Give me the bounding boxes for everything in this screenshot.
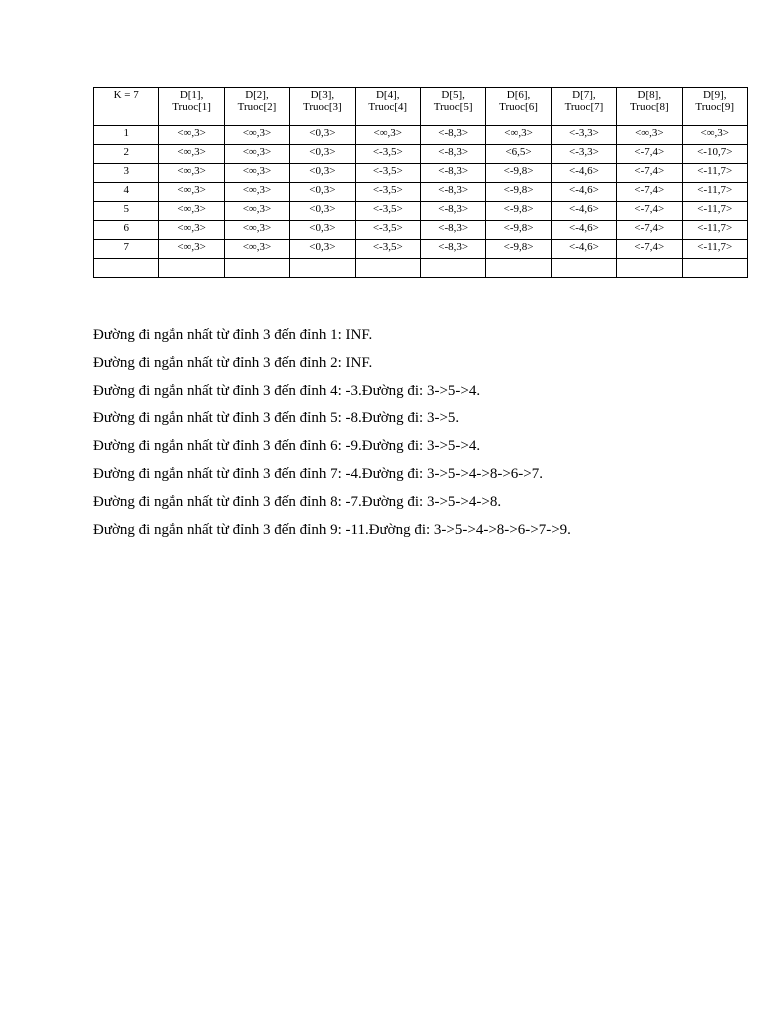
distance-pred-cell: <-10,7> — [682, 145, 747, 164]
header-cell-d1 — [159, 88, 224, 126]
distance-pred-cell: <∞,3> — [224, 164, 289, 183]
table-header-row — [94, 88, 748, 126]
distance-pred-cell: <∞,3> — [617, 126, 682, 145]
distance-pred-cell: <-11,7> — [682, 202, 747, 221]
path-line: Đường đi ngắn nhất từ đỉnh 3 đến đỉnh 7: -4.Đường đi: 3->5->4->8->6->7. — [93, 465, 543, 482]
distance-table — [93, 87, 748, 278]
distance-pred-cell: <∞,3> — [224, 221, 289, 240]
header-line-1: K = 7 — [113, 89, 139, 101]
header-line-1: D[4], — [375, 89, 400, 101]
header-line-1: D[5], — [441, 89, 465, 101]
distance-pred-cell: <-8,3> — [420, 240, 485, 259]
header-line-2: Truoc[9] — [695, 101, 735, 113]
path-line: Đường đi ngắn nhất từ đỉnh 3 đến đỉnh 1: INF. — [93, 327, 373, 343]
table-row — [94, 183, 748, 202]
distance-pred-cell: <-3,3> — [551, 145, 616, 164]
distance-pred-cell: <-8,3> — [420, 221, 485, 240]
header-line-2: Truoc[8] — [629, 101, 669, 113]
distance-pred-cell: <-3,5> — [355, 145, 420, 164]
distance-pred-cell: <-9,8> — [486, 164, 551, 183]
header-line-1: D[7], — [572, 89, 596, 101]
distance-pred-cell: <∞,3> — [159, 164, 224, 183]
distance-pred-cell: <-8,3> — [420, 126, 485, 145]
path-line: Đường đi ngắn nhất từ đỉnh 3 đến đỉnh 9: -11.Đường đi: 3->5->4->8->6->7->9. — [93, 521, 571, 538]
distance-pred-cell: <∞,3> — [159, 126, 224, 145]
distance-pred-cell: <-8,3> — [420, 145, 485, 164]
iteration-cell: 1 — [94, 126, 159, 145]
header-line-2: Truoc[2] — [237, 101, 277, 113]
iteration-cell: 5 — [94, 202, 159, 221]
distance-pred-cell: <-7,4> — [617, 145, 682, 164]
distance-pred-cell: <-7,4> — [617, 240, 682, 259]
table-row — [94, 240, 748, 259]
distance-pred-cell: <-7,4> — [617, 164, 682, 183]
path-line: Đường đi ngắn nhất từ đỉnh 3 đến đỉnh 8: -7.Đường đi: 3->5->4->8. — [93, 493, 502, 510]
table-row — [94, 164, 748, 183]
header-line-2: Truoc[4] — [368, 101, 408, 113]
empty-cell — [486, 259, 551, 278]
table-row — [94, 145, 748, 164]
distance-pred-cell: <-9,8> — [486, 240, 551, 259]
header-line-1: D[8], — [637, 89, 662, 101]
empty-cell — [420, 259, 485, 278]
distance-pred-cell: <-8,3> — [420, 183, 485, 202]
path-line: Đường đi ngắn nhất từ đỉnh 3 đến đỉnh 6: -9.Đường đi: 3->5->4. — [93, 438, 481, 455]
distance-pred-cell: <-7,4> — [617, 221, 682, 240]
distance-pred-cell: <0,3> — [290, 183, 355, 202]
distance-pred-cell: <-8,3> — [420, 164, 485, 183]
distance-pred-cell: <-4,6> — [551, 202, 616, 221]
iteration-cell: 6 — [94, 221, 159, 240]
path-line: Đường đi ngắn nhất từ đỉnh 3 đến đỉnh 2: INF. — [93, 354, 373, 371]
distance-pred-cell: <∞,3> — [355, 126, 420, 145]
empty-cell — [682, 259, 747, 278]
table-row — [94, 221, 748, 240]
distance-pred-cell: <-8,3> — [420, 202, 485, 221]
distance-pred-cell: <-4,6> — [551, 164, 616, 183]
header-cell-d8 — [617, 88, 682, 126]
header-line-2: Truoc[3] — [303, 101, 342, 113]
shortest-path-list — [93, 322, 753, 544]
distance-pred-cell: <-3,3> — [551, 126, 616, 145]
distance-pred-cell: <0,3> — [290, 240, 355, 259]
header-cell-d9 — [682, 88, 747, 126]
distance-pred-cell: <0,3> — [290, 145, 355, 164]
header-line-1: D[2], — [245, 89, 269, 101]
distance-pred-cell: <-4,6> — [551, 240, 616, 259]
distance-pred-cell: <-3,5> — [355, 240, 420, 259]
table-row — [94, 202, 748, 221]
distance-pred-cell: <∞,3> — [159, 145, 224, 164]
distance-pred-cell: <-11,7> — [682, 240, 747, 259]
distance-pred-cell: <-11,7> — [682, 183, 747, 202]
header-cell-d3 — [290, 88, 355, 126]
distance-pred-cell: <0,3> — [290, 221, 355, 240]
distance-pred-cell: <-4,6> — [551, 221, 616, 240]
distance-pred-cell: <∞,3> — [224, 145, 289, 164]
header-cell-d2 — [224, 88, 289, 126]
header-cell-k — [94, 88, 159, 126]
iteration-cell: 3 — [94, 164, 159, 183]
header-line-2: Truoc[6] — [499, 101, 538, 113]
empty-table-row — [94, 259, 748, 278]
header-cell-d4 — [355, 88, 420, 126]
empty-cell — [94, 259, 159, 278]
empty-cell — [617, 259, 682, 278]
distance-pred-cell: <-9,8> — [486, 183, 551, 202]
distance-pred-cell: <∞,3> — [224, 183, 289, 202]
distance-pred-cell: <6,5> — [486, 145, 551, 164]
distance-pred-cell: <∞,3> — [682, 126, 747, 145]
path-line: Đường đi ngắn nhất từ đỉnh 3 đến đỉnh 5: -8.Đường đi: 3->5. — [93, 410, 460, 427]
iteration-cell: 7 — [94, 240, 159, 259]
header-line-1: D[6], — [506, 89, 531, 101]
distance-pred-cell: <∞,3> — [159, 183, 224, 202]
empty-cell — [551, 259, 616, 278]
distance-pred-cell: <-7,4> — [617, 183, 682, 202]
distance-pred-cell: <-3,5> — [355, 183, 420, 202]
distance-pred-cell: <-4,6> — [551, 183, 616, 202]
header-line-1: D[1], — [179, 89, 204, 101]
distance-pred-cell: <0,3> — [290, 126, 355, 145]
header-line-1: D[9], — [702, 89, 727, 101]
distance-pred-cell: <∞,3> — [224, 126, 289, 145]
distance-pred-cell: <∞,3> — [159, 202, 224, 221]
distance-pred-cell: <0,3> — [290, 164, 355, 183]
header-cell-d5 — [420, 88, 485, 126]
distance-pred-cell: <∞,3> — [159, 240, 224, 259]
header-cell-d6 — [486, 88, 551, 126]
empty-cell — [224, 259, 289, 278]
header-cell-d7 — [551, 88, 616, 126]
distance-pred-cell: <-9,8> — [486, 202, 551, 221]
distance-pred-cell: <∞,3> — [159, 221, 224, 240]
header-line-2: Truoc[5] — [433, 101, 473, 113]
distance-pred-cell: <-3,5> — [355, 221, 420, 240]
iteration-cell: 4 — [94, 183, 159, 202]
header-line-1: D[3], — [310, 89, 335, 101]
table-row — [94, 126, 748, 145]
empty-cell — [290, 259, 355, 278]
table-body — [94, 126, 748, 278]
empty-cell — [159, 259, 224, 278]
distance-pred-cell: <∞,3> — [224, 240, 289, 259]
distance-pred-cell: <∞,3> — [224, 202, 289, 221]
distance-pred-cell: <-9,8> — [486, 221, 551, 240]
distance-pred-cell: <-11,7> — [682, 221, 747, 240]
empty-cell — [355, 259, 420, 278]
distance-pred-cell: <-3,5> — [355, 202, 420, 221]
distance-pred-cell: <0,3> — [290, 202, 355, 221]
distance-pred-cell: <-3,5> — [355, 164, 420, 183]
distance-pred-cell: <-7,4> — [617, 202, 682, 221]
distance-pred-cell: <∞,3> — [486, 126, 551, 145]
distance-pred-cell: <-11,7> — [682, 164, 747, 183]
header-line-2: Truoc[7] — [564, 101, 604, 113]
iteration-cell: 2 — [94, 145, 159, 164]
header-line-2: Truoc[1] — [172, 101, 211, 113]
path-line: Đường đi ngắn nhất từ đỉnh 3 đến đỉnh 4: -3.Đường đi: 3->5->4. — [93, 382, 481, 399]
